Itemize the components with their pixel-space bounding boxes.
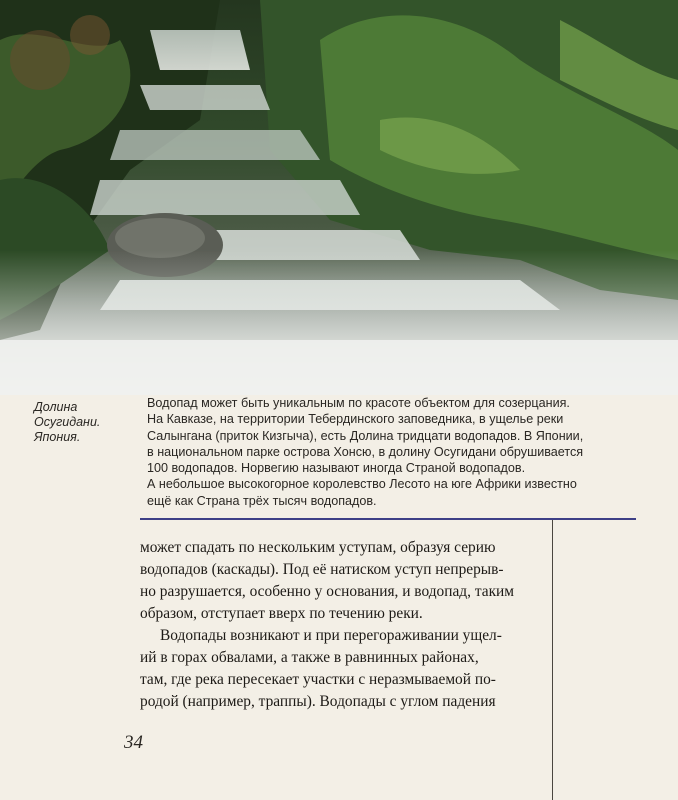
body-line: Водопады возникают и при перегораживании ущел- <box>160 627 502 644</box>
body-line: может спадать по нескольким уступам, образуя серию <box>140 539 496 556</box>
body-line: водопадов (каскады). Под её натиском уступ непрерыв- <box>140 561 504 578</box>
section-divider <box>140 518 636 520</box>
caption-line: Осугидани. <box>34 415 101 429</box>
waterfall-photo <box>0 0 678 395</box>
caption-line: Долина <box>34 400 78 414</box>
page-number: 34 <box>124 732 143 753</box>
note-line: Водопад может быть уникальным по красоте объектом для созерцания. <box>147 396 570 410</box>
body-line: ий в горах обвалами, а также в равнинных районах, <box>140 649 479 666</box>
note-line: 100 водопадов. Норвегию называют иногда Страной водопадов. <box>147 461 526 476</box>
note-line: в национальном парке острова Хонсю, в долину Осугидани обрушивается <box>147 444 584 459</box>
waterfall-landscape-photo-icon <box>0 0 678 395</box>
body-line: там, где река пересекает участки с неразмываемой по- <box>140 671 496 688</box>
note-line: Салынгана (приток Кизгыча), есть Долина тридцати водопадов. В Японии, <box>147 428 584 443</box>
note-line: А небольшое высокогорное королевство Лесото на юге Африки известно <box>147 477 577 492</box>
body-line: образом, отступает вверх по течению реки. <box>140 605 423 622</box>
body-line: но разрушается, особенно у основания, и водопад, таким <box>140 583 515 600</box>
caption-line: Япония. <box>34 430 81 444</box>
column-divider <box>552 520 553 800</box>
info-note <box>147 395 627 509</box>
note-line: ещё как Страна трёх тысяч водопадов. <box>147 493 377 508</box>
body-text <box>140 537 543 713</box>
body-line: родой (например, траппы). Водопады с углом падения <box>140 693 496 710</box>
photo-caption <box>34 400 126 445</box>
note-line: На Кавказе, на территории Тебердинского заповедника, в ущелье реки <box>147 412 564 427</box>
